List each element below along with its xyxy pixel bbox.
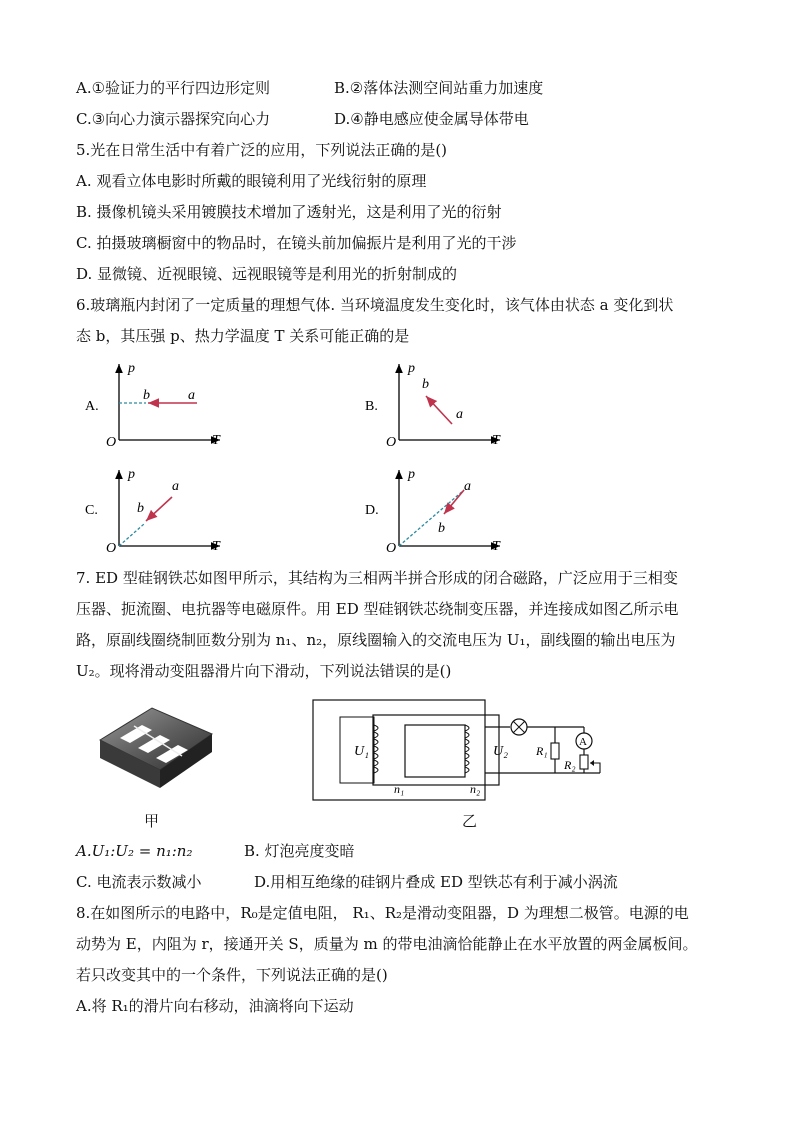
q7-option-a: A.U₁:U₂ = n₁:n₂ [76,842,193,860]
q8-stem-line3: 若只改变其中的一个条件，下列说法正确的是() [76,966,388,984]
graph-label: A. [85,399,99,414]
ed-core-figure [90,690,220,805]
state-a-label: a [456,407,463,422]
figure-yi-caption: 乙 [462,812,478,830]
q5-option-b: B. 摄像机镜头采用镀膜技术增加了透射光，这是利用了光的衍射 [76,203,502,221]
n2-label: n₂ [470,782,481,796]
u1-label: U₁ [354,744,369,759]
q7-option-c: C. 电流表示数减小 [76,873,202,891]
t-label: T [212,433,220,448]
state-b-label: b [137,501,144,516]
p-label: p [408,467,415,482]
graph-b [360,358,510,448]
graph-d [360,464,510,554]
r2-label: R₂ [564,758,576,772]
figure-jia-caption: 甲 [144,812,160,830]
q5-option-c: C. 拍摄玻璃橱窗中的物品时，在镜头前加偏振片是利用了光的干涉 [76,234,517,252]
t-label: T [492,433,500,448]
q5-option-d: D. 显微镜、近视眼镜、远视眼镜等是利用光的折射制成的 [76,265,458,283]
state-b-label: b [143,388,150,403]
q4-option-b: B.②落体法测空间站重力加速度 [334,79,544,97]
q8-stem-line1: 8.在如图所示的电路中，R₀是定值电阻， R₁、R₂是滑动变阻器，D 为理想二极管。电源的电 [76,904,689,922]
state-a-label: a [188,388,195,403]
state-a-label: a [464,479,471,494]
q7-stem-line1: 7. ED 型硅钢铁芯如图甲所示，其结构为三相两半拼合形成的闭合磁路，广泛应用于三相变 [76,569,678,587]
r1-label: R₁ [536,744,548,758]
graph-a [80,358,230,448]
q6-stem-line2: 态 b，其压强 p、热力学温度 T 关系可能正确的是 [76,327,410,345]
q8-option-a: A.将 R₁的滑片向右移动，油滴将向下运动 [76,997,354,1015]
q4-option-c: C.③向心力演示器探究向心力 [76,110,271,128]
process-arrow [146,497,172,521]
q4-option-d: D.④静电感应使金属导体带电 [334,110,529,128]
q8-stem-line2: 动势为 E，内阻为 r，接通开关 S，质量为 m 的带电油滴恰能静止在水平放置的两金属板间。 [76,935,698,953]
t-label: T [212,539,220,554]
q4-option-a: A.①验证力的平行四边形定则 [76,79,271,97]
n1-label: n₁ [394,782,405,796]
transformer-circuit [310,697,620,805]
p-label: p [408,361,415,376]
q7-option-b: B. 灯泡亮度变暗 [244,842,355,860]
rheostat-r2 [580,755,588,769]
q7-option-d: D.用相互绝缘的硅钢片叠成 ED 型铁芯有利于减小涡流 [254,873,618,891]
q5-stem: 5.光在日常生活中有着广泛的应用，下列说法正确的是() [76,141,448,159]
origin-label: O [386,541,397,554]
process-arrow [426,396,452,424]
dashed-extension [399,490,464,546]
state-b-label: b [422,377,429,392]
p-label: p [128,361,135,376]
process-arrow [444,490,464,514]
origin-label: O [386,435,397,448]
ammeter-label: A [579,736,587,748]
q7-stem-line3: 路，原副线圈绕制匝数分别为 n₁、n₂，原线圈输入的交流电压为 U₁，副线圈的输出电压为 [76,631,676,649]
q5-option-a: A. 观看立体电影时所戴的眼镜利用了光线衍射的原理 [76,172,427,190]
q7-stem-line4: U₂。现将滑动变阻器滑片向下滑动，下列说法错误的是() [76,662,452,680]
graph-label: C. [85,503,98,518]
p-label: p [128,467,135,482]
state-a-label: a [172,479,179,494]
origin-label: O [106,541,117,554]
resistor-r1 [551,743,559,759]
graph-label: D. [365,503,379,518]
graph-c [80,464,230,554]
t-label: T [492,539,500,554]
graph-label: B. [365,399,378,414]
q7-stem-line2: 压器、扼流圈、电抗器等电磁原件。用 ED 型硅钢铁芯绕制变压器，并连接成如图乙所示电 [76,600,679,618]
state-b-label: b [438,521,445,536]
origin-label: O [106,435,117,448]
u2-label: U₂ [493,744,508,759]
dashed-extension [119,524,144,546]
q6-stem-line1: 6.玻璃瓶内封闭了一定质量的理想气体. 当环境温度发生变化时，该气体由状态 a 变化到状 [76,296,674,314]
